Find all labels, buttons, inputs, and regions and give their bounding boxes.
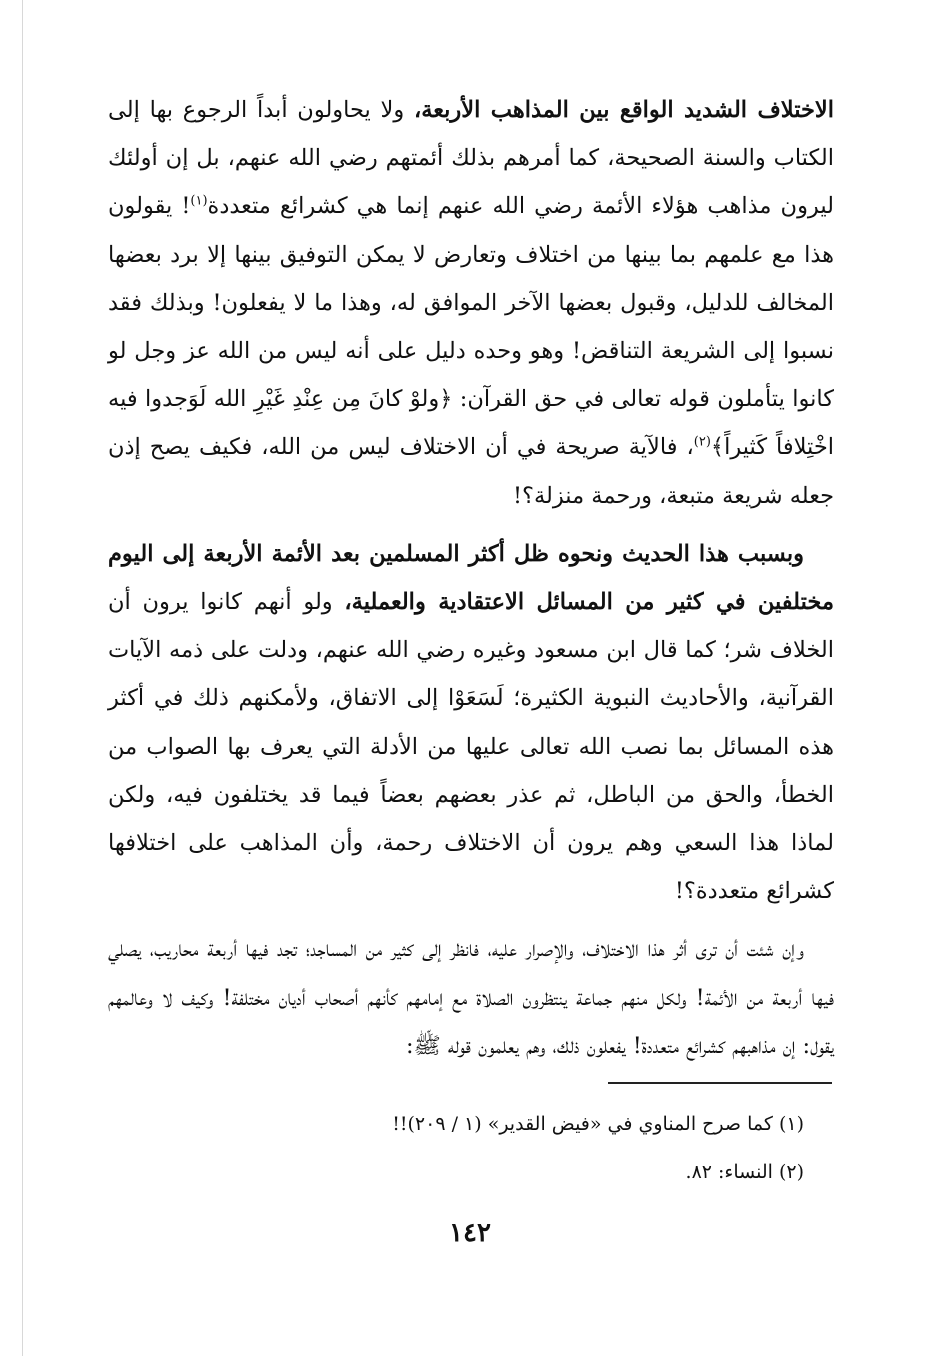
text-segment: ! يقولون هذا مع علمهم بما بينها من اختلاف وتعارض لا يمكن التوفيق بينها إلا برد بعضها المخالف للدليل، وقبول بعضها الآخر الموافق له، وهذا ما لا يفعلون! وبذلك فقد نسبوا إلى الشريعة التناقض! وهو وحده دليل على أنه ليس من الله عز وجل لو كانوا يتأملون قوله تعالى في حق القرآن: ﴿ولوْ كانَ مِن عِنْدِ غَيْرِ الله لَوَجدوا فيه اخْتِلافاً كَثيراً﴾ bbox=[108, 193, 834, 461]
paragraph-2 bbox=[108, 530, 834, 916]
text-segment: وإن شئت أن ترى أثر هذا الاختلاف، والإصرار عليه، فانظر إلى كثير من المساجد؛ تجد فيها أربعة محاريب، يصلي فيها أربعة من الأئمة! ولكل منهم جماعة ينتظرون الصلاة مع إمامهم كأنهم أصحاب أديان مختلفة! وكيف لا وعالمهم يقول: إن مذاهبهم كشرائع متعددة! يفعلون ذلك، وهم يعلمون قوله ﷺ: bbox=[108, 936, 834, 1059]
footnote-1: (١) كما صرح المناوي في «فيض القدير» (١ / ٢٠٩)!! bbox=[392, 1113, 804, 1135]
footnote-separator bbox=[608, 1082, 832, 1084]
text-segment: ، فالآية صريحة في أن الاختلاف ليس من الله، فكيف يصح إذن جعله شريعة متبعة، ورحمة منزلة؟! bbox=[108, 434, 834, 509]
footnote-ref: (١) bbox=[190, 193, 208, 209]
paragraph-3 bbox=[108, 925, 834, 1070]
scan-edge-line bbox=[22, 0, 23, 1356]
text-segment: ولا يحاولون أبداً الرجوع بها إلى الكتاب والسنة الصحيحة، كما أمرهم بذلك أئمتهم رضي الله عنهم، بل إن أولئك ليرون مذاهب هؤلاء الأئمة رضي الله عنهم إنما هي كشرائع متعددة bbox=[108, 97, 834, 220]
paragraph-1 bbox=[108, 86, 834, 520]
main-text bbox=[108, 86, 834, 1070]
bold-text: الاختلاف الشديد الواقع بين المذاهب الأربعة، bbox=[413, 97, 834, 123]
footnotes bbox=[108, 1100, 832, 1196]
footnote-ref: (٢) bbox=[693, 434, 711, 450]
page-number: ١٤٢ bbox=[449, 1218, 491, 1248]
bold-text: وبسبب هذا الحديث ونحوه ظل أكثر المسلمين بعد الأئمة الأربعة إلى اليوم مختلفين في كثير من المسائل الاعتقادية والعملية، bbox=[108, 540, 834, 616]
footnote-2: (٢) النساء: ٨٢. bbox=[685, 1161, 804, 1183]
text-segment: ولو أنهم كانوا يرون أن الخلاف شر؛ كما قال ابن مسعود وغيره رضي الله عنهم، ودلت على ذمه الآيات القرآنية، والأحاديث النبوية الكثيرة؛ لَسَعَوْا إلى الاتفاق، ولأمكنهم ذلك في أكثر هذه المسائل بما نصب الله تعالى عليها من الأدلة التي يعرف بها الصواب من الخطأ، والحق من الباطل، ثم عذر بعضهم بعضاً فيما قد يختلفون فيه، ولكن لماذا هذا السعي وهم يرون أن الاختلاف رحمة، وأن المذاهب على اختلافها كشرائع متعددة؟! bbox=[108, 589, 834, 905]
